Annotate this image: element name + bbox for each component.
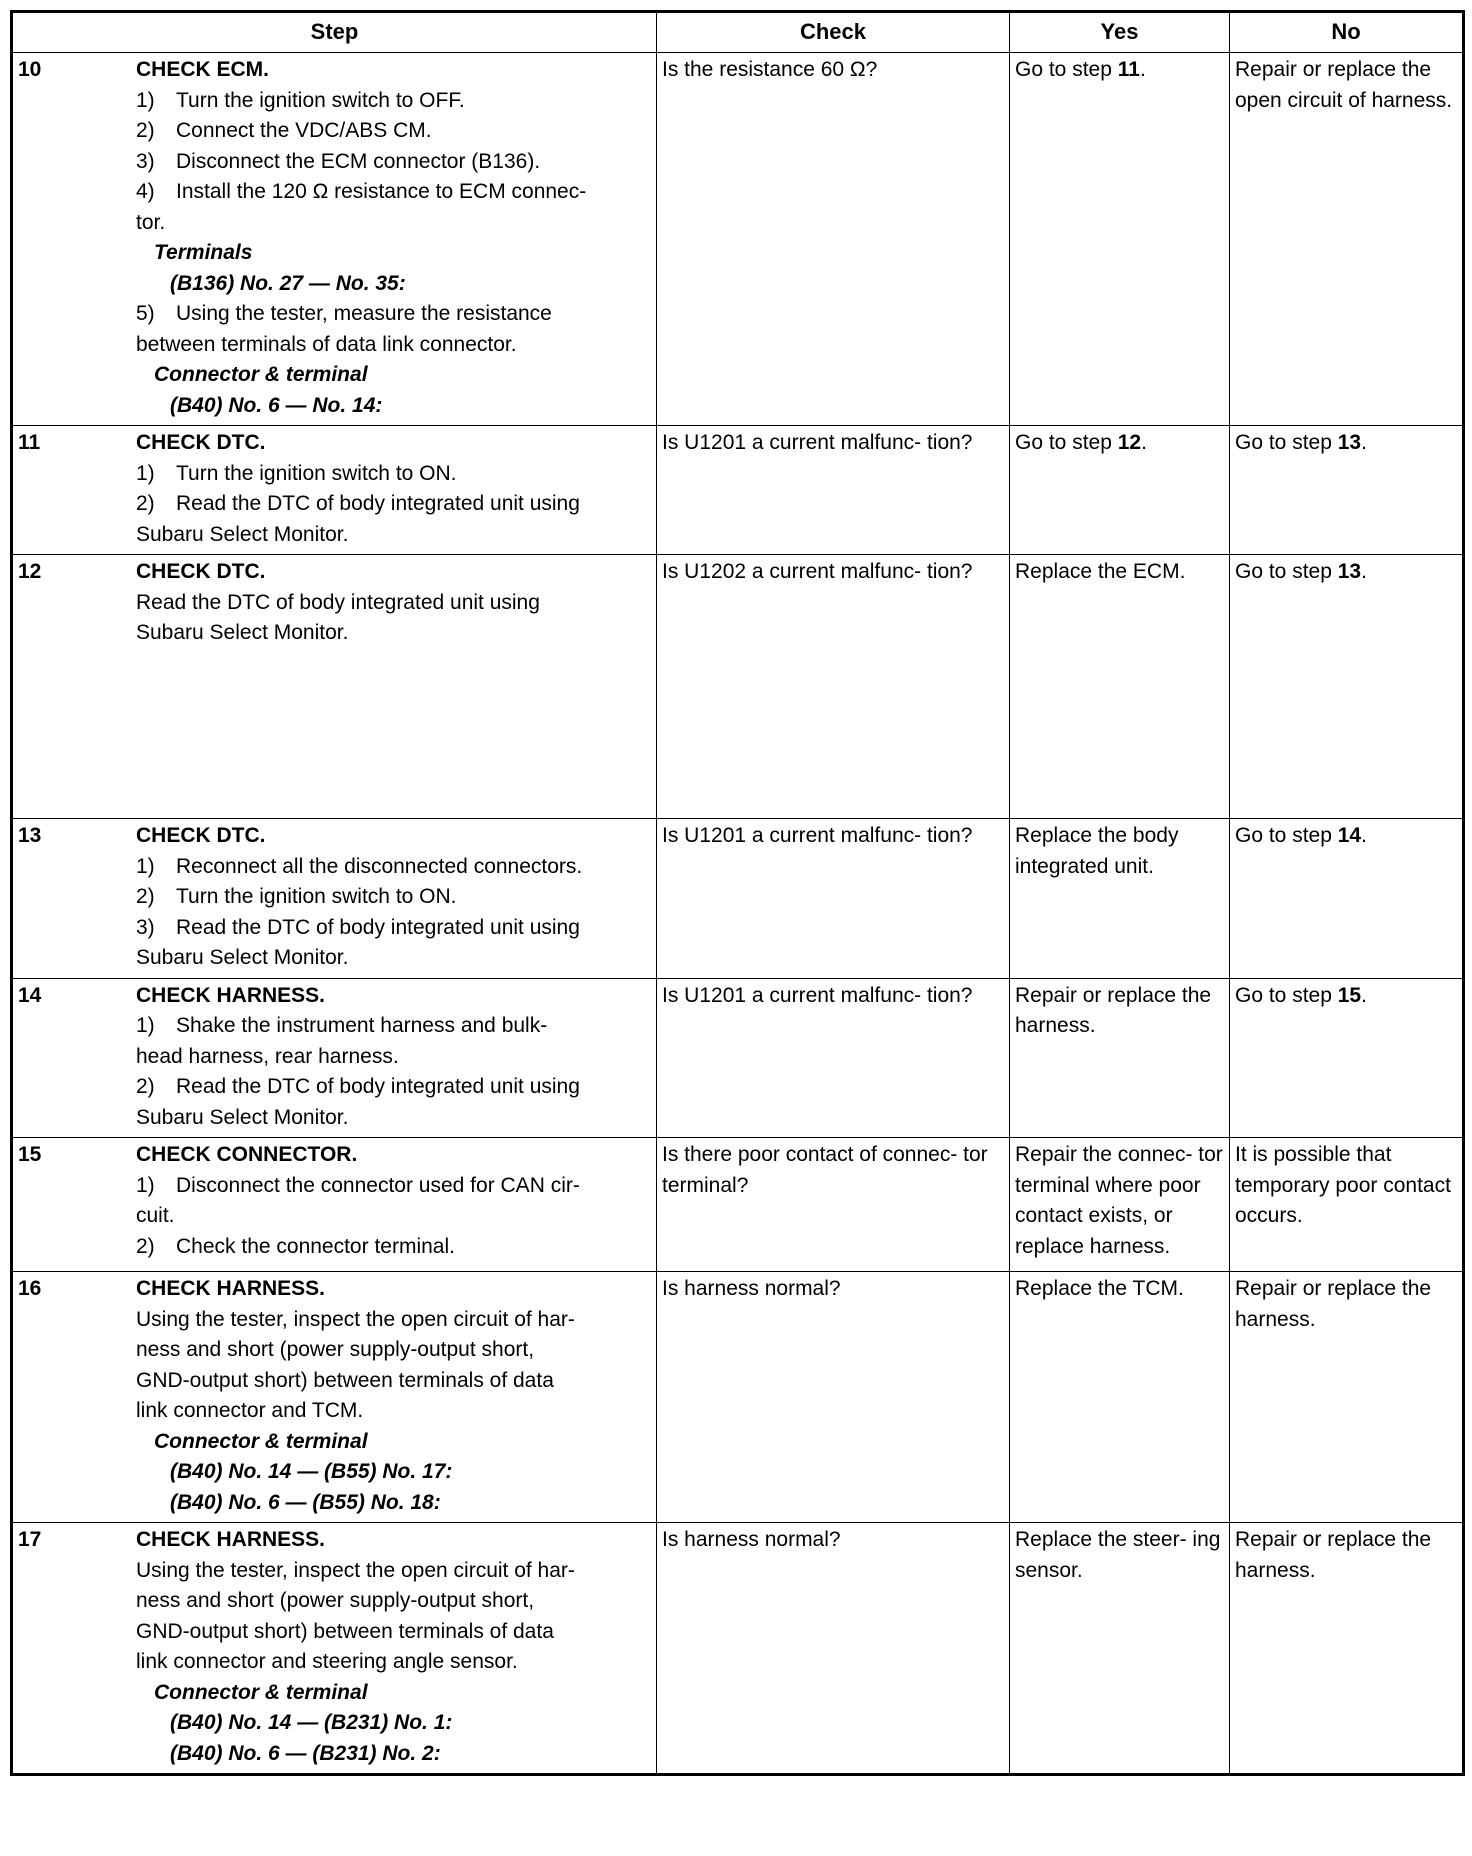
no-cell [1230, 426, 1464, 555]
yes-cell [1010, 1523, 1230, 1775]
table-row [12, 53, 1464, 426]
step-number: 15 [18, 1143, 42, 1166]
step-line-text: Subaru Select Monitor. [136, 1105, 349, 1129]
yes-text: Replace the TCM. [1015, 1277, 1184, 1300]
no-step-ref: 14 [1337, 824, 1362, 847]
no-text: Repair or replace the open circuit of harness. [1235, 58, 1453, 112]
item-number: 1) [136, 854, 155, 878]
yes-cell [1010, 1138, 1230, 1272]
no-cell [1230, 819, 1464, 979]
no-cell [1230, 53, 1464, 426]
item-text: Disconnect the connector used for CAN cir- [176, 1173, 580, 1197]
step-cell [12, 555, 657, 819]
step-title: CHECK DTC. [136, 431, 266, 454]
step-line-item [136, 1171, 651, 1202]
step-line-sub1: Connector & terminal [154, 1680, 368, 1704]
step-cell [12, 426, 657, 555]
step-line-item [136, 1232, 651, 1263]
step-wrap [18, 557, 651, 649]
yes-cell [1010, 978, 1230, 1138]
item-text: Turn the ignition switch to OFF. [176, 88, 465, 112]
item-number: 3) [136, 915, 155, 939]
step-line-item [136, 116, 651, 147]
step-title: CHECK HARNESS. [136, 1528, 326, 1551]
step-wrap [18, 1140, 651, 1262]
step-line-text: link connector and steering angle sensor. [136, 1650, 518, 1673]
yes-step-ref: 11 [1117, 58, 1140, 81]
yes-cell [1010, 555, 1230, 819]
no-text: Go to step [1235, 560, 1332, 583]
step-line-text: head harness, rear harness. [136, 1044, 399, 1068]
check-cell: Is harness normal? [657, 1523, 1010, 1775]
item-text: Reconnect all the disconnected connectors. [176, 854, 583, 878]
step-line-text: Subaru Select Monitor. [136, 621, 349, 644]
check-cell: Is there poor contact of connec- tor terminal? [657, 1138, 1010, 1272]
check-cell: Is U1201 a current malfunc- tion? [657, 978, 1010, 1138]
no-text: Go to step [1235, 431, 1332, 454]
step-line-text: GND-output short) between terminals of data [136, 1368, 554, 1392]
step-line-item [136, 1072, 651, 1103]
item-number: 3) [136, 149, 155, 173]
item-number: 4) [136, 180, 155, 203]
step-wrap [18, 1525, 651, 1769]
step-line-item [136, 177, 651, 208]
item-text: Install the 120 Ω resistance to ECM connec- [176, 180, 587, 203]
diagnostic-table [10, 10, 1465, 1776]
no-tail: . [1361, 824, 1367, 847]
table-row [12, 819, 1464, 979]
step-line-text: tor. [136, 210, 166, 234]
step-cell [12, 1272, 657, 1523]
step-body [136, 557, 651, 649]
step-body [136, 821, 651, 974]
step-body [136, 1274, 651, 1518]
table-row [12, 1138, 1464, 1272]
table-row [12, 426, 1464, 555]
step-number: 11 [18, 431, 41, 454]
no-step-ref: 13 [1337, 431, 1362, 454]
step-line-sub1: Connector & terminal [154, 1429, 368, 1453]
check-cell: Is U1201 a current malfunc- tion? [657, 819, 1010, 979]
step-line-text: cuit. [136, 1204, 175, 1227]
item-number: 2) [136, 1234, 155, 1258]
no-text: It is possible that temporary poor contact occurs. [1235, 1143, 1451, 1227]
step-line-sub1: Connector & terminal [154, 363, 368, 386]
item-number: 1) [136, 461, 155, 485]
step-line-item [136, 86, 651, 117]
yes-text: Go to step [1015, 431, 1112, 454]
item-number: 1) [136, 1014, 155, 1037]
step-line-text: Using the tester, inspect the open circuit of har- [136, 1307, 575, 1331]
check-cell: Is U1202 a current malfunc- tion? [657, 555, 1010, 819]
step-cell [12, 1523, 657, 1775]
table-row [12, 1523, 1464, 1775]
step-line-text: Using the tester, inspect the open circuit of har- [136, 1558, 575, 1582]
step-line-text: ness and short (power supply-output short, [136, 1589, 535, 1612]
yes-text: Repair or replace the harness. [1015, 983, 1212, 1037]
step-number: 17 [18, 1528, 42, 1551]
item-text: Connect the VDC/ABS CM. [176, 119, 432, 142]
step-number: 10 [18, 58, 42, 81]
no-text: Repair or replace the harness. [1235, 1277, 1432, 1331]
item-text: Shake the instrument harness and bulk- [176, 1014, 548, 1037]
item-text: Read the DTC of body integrated unit using [176, 1075, 580, 1098]
step-line-item [136, 489, 651, 520]
step-wrap [18, 55, 651, 421]
step-cell [12, 1138, 657, 1272]
step-line-sub2: (B40) No. 6 — (B231) No. 2: [170, 1741, 441, 1765]
step-line-item [136, 147, 651, 178]
step-line-text: GND-output short) between terminals of data [136, 1619, 554, 1643]
step-number: 14 [18, 983, 42, 1007]
item-text: Read the DTC of body integrated unit using [176, 492, 580, 515]
yes-step-ref: 12 [1117, 431, 1142, 454]
step-wrap [18, 1274, 651, 1518]
step-line-item [136, 852, 651, 883]
item-text: Read the DTC of body integrated unit using [176, 915, 580, 939]
step-line-text: ness and short (power supply-output short, [136, 1338, 535, 1361]
no-cell [1230, 555, 1464, 819]
no-step-ref: 15 [1337, 983, 1362, 1007]
yes-cell [1010, 426, 1230, 555]
yes-text: Repair the connec- tor terminal where poor contact exists, or replace harness. [1015, 1143, 1223, 1258]
step-cell [12, 978, 657, 1138]
step-line-item [136, 459, 651, 490]
item-number: 1) [136, 1173, 155, 1197]
step-title: CHECK DTC. [136, 824, 266, 847]
step-body [136, 1525, 651, 1769]
step-line-item [136, 299, 651, 330]
step-body [136, 1140, 651, 1262]
no-cell [1230, 978, 1464, 1138]
item-text: Using the tester, measure the resistance [176, 302, 552, 325]
yes-tail: . [1141, 431, 1147, 454]
step-number: 16 [18, 1277, 42, 1300]
step-line-text: Read the DTC of body integrated unit using [136, 590, 540, 614]
step-number: 12 [18, 560, 42, 583]
step-title: CHECK HARNESS. [136, 983, 326, 1007]
step-number: 13 [18, 824, 42, 847]
check-cell: Is the resistance 60 Ω? [657, 53, 1010, 426]
step-line-item [136, 882, 651, 913]
step-body [136, 55, 651, 421]
no-step-ref: 13 [1337, 560, 1362, 583]
step-title: CHECK ECM. [136, 58, 270, 81]
item-number: 2) [136, 119, 155, 142]
no-text: Repair or replace the harness. [1235, 1528, 1432, 1582]
header-step: Step [12, 12, 657, 53]
header-check: Check [657, 12, 1010, 53]
step-wrap [18, 981, 651, 1134]
step-line-sub2: (B40) No. 14 — (B231) No. 1: [170, 1711, 453, 1734]
yes-cell [1010, 1272, 1230, 1523]
header-yes: Yes [1010, 12, 1230, 53]
yes-text: Replace the steer- ing sensor. [1015, 1528, 1221, 1582]
check-cell: Is harness normal? [657, 1272, 1010, 1523]
item-number: 2) [136, 885, 155, 908]
yes-cell [1010, 819, 1230, 979]
step-line-item [136, 1011, 651, 1042]
step-line-sub1: Terminals [154, 241, 253, 264]
check-cell: Is U1201 a current malfunc- tion? [657, 426, 1010, 555]
item-number: 1) [136, 88, 155, 112]
step-line-text: Subaru Select Monitor. [136, 946, 349, 969]
no-cell [1230, 1272, 1464, 1523]
step-line-text: between terminals of data link connector. [136, 332, 517, 356]
item-number: 2) [136, 492, 155, 515]
step-body [136, 981, 651, 1134]
step-wrap [18, 821, 651, 974]
step-cell [12, 819, 657, 979]
table-row [12, 978, 1464, 1138]
step-wrap [18, 428, 651, 550]
table-row [12, 1272, 1464, 1523]
step-line-text: link connector and TCM. [136, 1399, 364, 1422]
no-cell [1230, 1138, 1464, 1272]
yes-cell [1010, 53, 1230, 426]
step-line-sub2: (B40) No. 14 — (B55) No. 17: [170, 1460, 453, 1483]
yes-text: Replace the ECM. [1015, 560, 1186, 583]
yes-tail: . [1139, 58, 1146, 81]
item-text: Check the connector terminal. [176, 1234, 455, 1258]
step-line-sub2: (B40) No. 6 — (B55) No. 18: [170, 1490, 441, 1514]
no-tail: . [1361, 431, 1367, 454]
item-text: Turn the ignition switch to ON. [176, 885, 457, 908]
step-title: CHECK CONNECTOR. [136, 1143, 358, 1166]
item-number: 5) [136, 302, 155, 325]
no-text: Go to step [1235, 824, 1332, 847]
step-cell [12, 53, 657, 426]
step-title: CHECK HARNESS. [136, 1277, 326, 1300]
table-row [12, 555, 1464, 819]
step-line-text: Subaru Select Monitor. [136, 522, 349, 546]
step-line-sub2: (B40) No. 6 — No. 14: [170, 393, 383, 417]
item-text: Disconnect the ECM connector (B136). [176, 149, 541, 173]
no-tail: . [1361, 560, 1367, 583]
header-no: No [1230, 12, 1464, 53]
yes-text: Replace the body integrated unit. [1015, 824, 1179, 878]
step-body [136, 428, 651, 550]
no-text: Go to step [1235, 983, 1332, 1007]
step-line-item [136, 913, 651, 944]
header-row [12, 12, 1464, 53]
step-title: CHECK DTC. [136, 560, 266, 583]
step-line-sub2: (B136) No. 27 — No. 35: [170, 271, 406, 295]
no-tail: . [1361, 983, 1367, 1007]
yes-text: Go to step [1015, 58, 1112, 81]
item-number: 2) [136, 1075, 155, 1098]
item-text: Turn the ignition switch to ON. [176, 461, 457, 485]
no-cell [1230, 1523, 1464, 1775]
